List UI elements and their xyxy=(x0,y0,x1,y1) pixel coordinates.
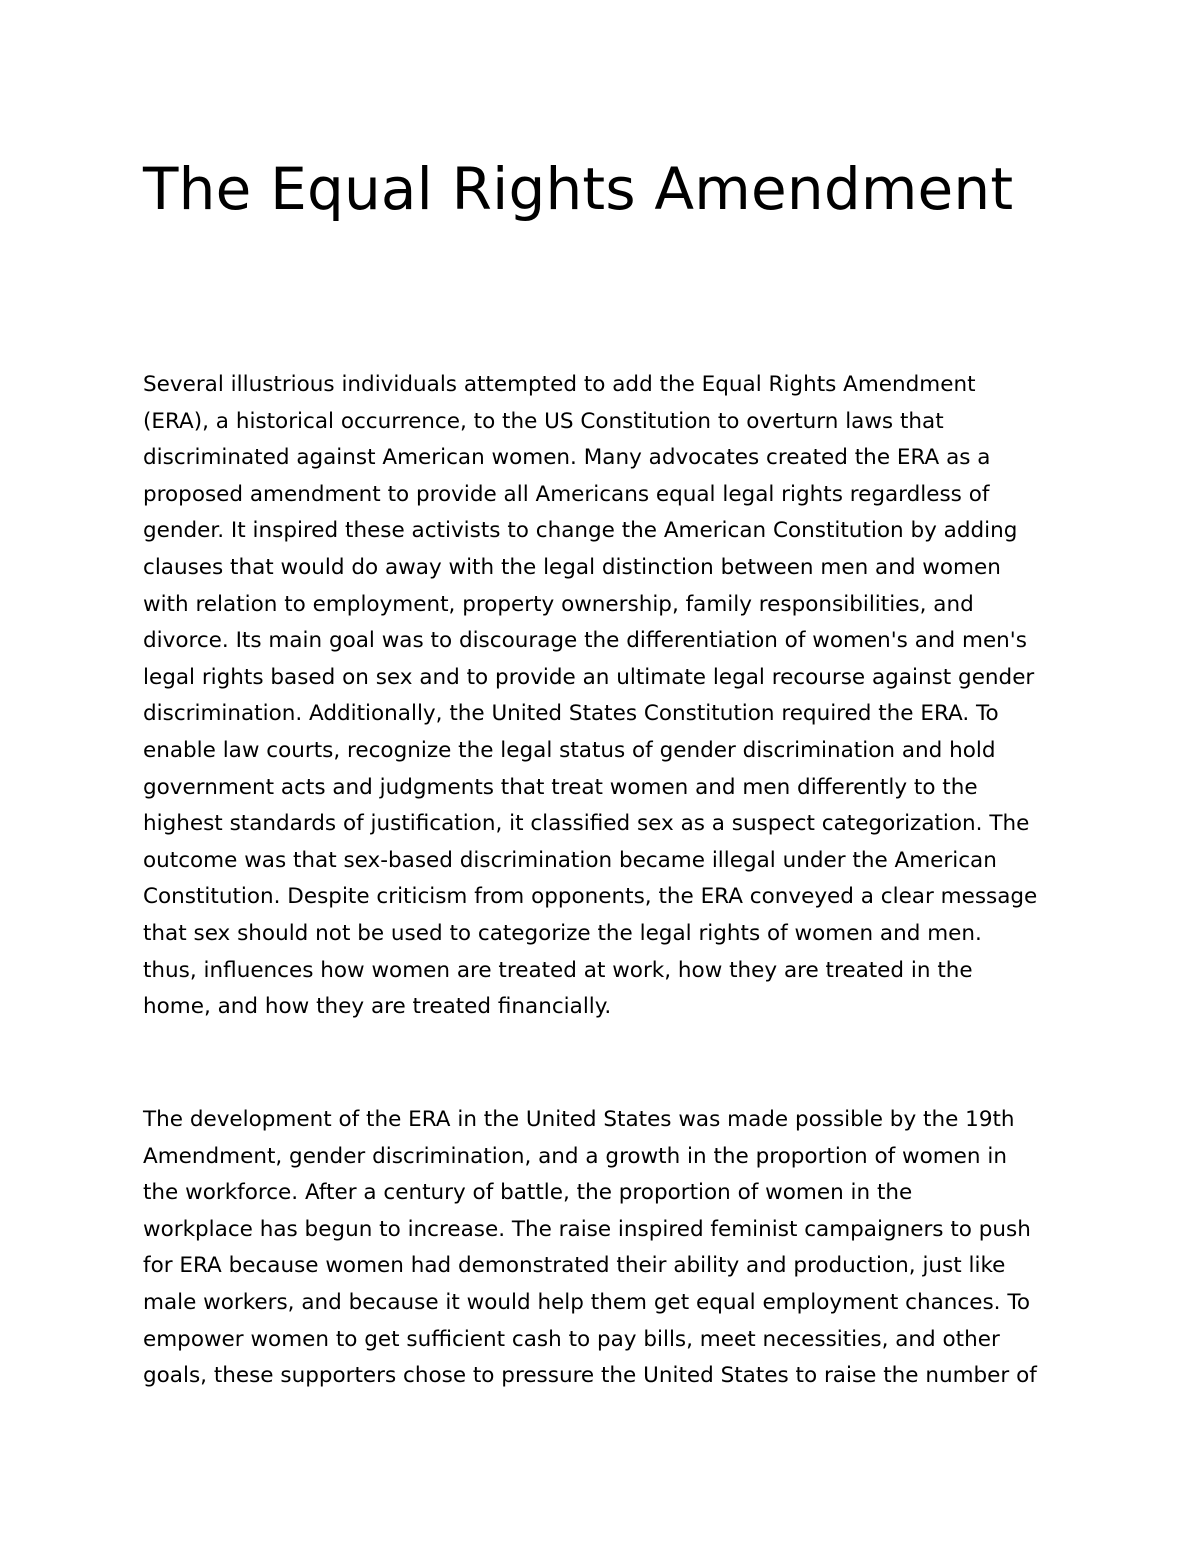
paragraph-line: (ERA), a historical occurrence, to the US Constitution to overturn laws that xyxy=(143,408,944,434)
paragraph-line: goals, these supporters chose to pressure the United States to raise the number of xyxy=(143,1363,1037,1389)
paragraph-line: legal rights based on sex and to provide an ultimate legal recourse against gender xyxy=(143,664,1035,690)
paragraph-line: gender. It inspired these activists to change the American Constitution by adding xyxy=(143,518,1018,544)
paragraph-2 xyxy=(143,1102,1037,1395)
paragraph-line: workplace has begun to increase. The raise inspired feminist campaigners to push xyxy=(143,1216,1031,1242)
paragraph-line: home, and how they are treated financially. xyxy=(143,994,612,1020)
paragraph-line: Several illustrious individuals attempted to add the Equal Rights Amendment xyxy=(143,372,976,397)
paragraph-line: male workers, and because it would help them get equal employment chances. To xyxy=(143,1289,1030,1315)
paragraph-line: government acts and judgments that treat women and men differently to the xyxy=(143,774,978,800)
paragraph-line: proposed amendment to provide all Americans equal legal rights regardless of xyxy=(143,481,990,507)
document-title: The Equal Rights Amendment xyxy=(143,155,1014,223)
paragraph-line: Amendment, gender discrimination, and a growth in the proportion of women in xyxy=(143,1143,1007,1169)
paragraph-line: for ERA because women had demonstrated their ability and production, just like xyxy=(143,1253,1006,1279)
paragraph-line: Constitution. Despite criticism from opponents, the ERA conveyed a clear message xyxy=(143,884,1038,910)
paragraph-line: discriminated against American women. Many advocates created the ERA as a xyxy=(143,445,991,471)
paragraph-line: thus, influences how women are treated at work, how they are treated in the xyxy=(143,957,973,983)
paragraph-line: The development of the ERA in the United States was made possible by the 19th xyxy=(143,1107,1015,1132)
paragraph-line: clauses that would do away with the legal distinction between men and women xyxy=(143,554,1001,580)
paragraph-1 xyxy=(143,367,1037,1026)
paragraph-line: that sex should not be used to categorize the legal rights of women and men. xyxy=(143,920,982,946)
paragraph-line: the workforce. After a century of battle, the proportion of women in the xyxy=(143,1180,913,1206)
paragraph-line: outcome was that sex-based discrimination became illegal under the American xyxy=(143,847,997,873)
paragraph-line: divorce. Its main goal was to discourage the differentiation of women's and men's xyxy=(143,628,1027,654)
paragraph-line: enable law courts, recognize the legal status of gender discrimination and hold xyxy=(143,737,996,763)
paragraph-line: discrimination. Additionally, the United States Constitution required the ERA. To xyxy=(143,701,999,727)
paragraph-line: with relation to employment, property ownership, family responsibilities, and xyxy=(143,591,974,617)
paragraph-line: empower women to get sufficient cash to pay bills, meet necessities, and other xyxy=(143,1326,1000,1352)
paragraph-line: highest standards of justification, it classified sex as a suspect categorization. The xyxy=(143,811,1030,837)
